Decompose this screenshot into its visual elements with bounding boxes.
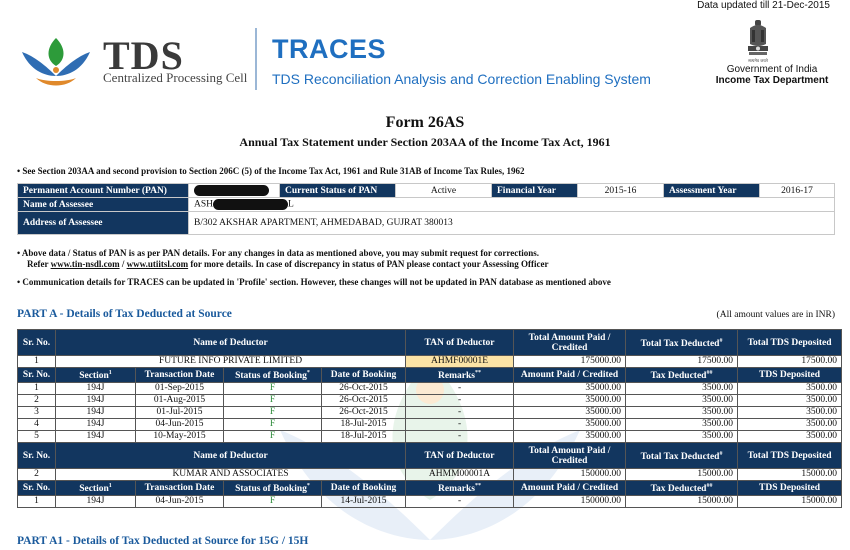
booking-status-header	[224, 481, 322, 496]
pan-data-note	[17, 248, 549, 270]
booking-date-header: Date of Booking	[322, 368, 406, 383]
txn-status: F	[224, 419, 322, 431]
txn-remarks: -	[406, 395, 514, 407]
txn-amount: 35000.00	[514, 395, 626, 407]
pan-label: Permanent Account Number (PAN)	[18, 184, 189, 198]
total-tax-header-footnote-mark: #	[719, 451, 723, 458]
txn-date: 04-Jun-2015	[136, 496, 224, 508]
section-header-text: Section	[79, 484, 109, 495]
txn-section: 194J	[56, 383, 136, 395]
deductor-summary-row	[18, 356, 842, 368]
transaction-header-row	[18, 368, 842, 383]
total-tax-header-text: Total Tax Deducted	[640, 339, 720, 350]
tds-header: TDS Deposited	[738, 481, 842, 496]
txn-section: 194J	[56, 395, 136, 407]
sr-no-header: Sr. No.	[18, 443, 56, 469]
transaction-row	[18, 395, 842, 407]
total-tax-header	[626, 443, 738, 469]
name-suffix: L	[288, 199, 294, 210]
total-tax-header-text: Total Tax Deducted	[640, 452, 720, 463]
deductor-summary-row	[18, 469, 842, 481]
booking-status-header-footnote-mark: *	[306, 370, 310, 376]
deductor-tan: AHMM00001A	[406, 469, 514, 481]
name-value	[189, 198, 835, 212]
form-title: Form 26AS	[385, 114, 465, 131]
txn-date-header: Transaction Date	[136, 368, 224, 383]
section-note: • See Section 203AA and second provision to Section 206C (5) of the Income Tax Act, 1961 and Rule 31AB of Income Tax Rules, 1962	[17, 166, 525, 176]
name-label: Name of Assessee	[18, 198, 189, 212]
tin-nsdl-link[interactable]: www.tin-nsdl.com	[50, 259, 120, 269]
deductor-name: FUTURE INFO PRIVATE LIMITED	[56, 356, 406, 368]
government-label	[702, 64, 842, 86]
total-paid-header: Total Amount Paid / Credited	[514, 330, 626, 356]
txn-status: F	[224, 395, 322, 407]
txn-booking-date: 18-Jul-2015	[322, 419, 406, 431]
txn-status: F	[224, 383, 322, 395]
part-a-title: PART A - Details of Tax Deducted at Source	[17, 308, 232, 320]
txn-status: F	[224, 407, 322, 419]
booking-date-header: Date of Booking	[322, 481, 406, 496]
total-paid-header: Total Amount Paid / Credited	[514, 443, 626, 469]
txn-date: 01-Jul-2015	[136, 407, 224, 419]
svg-text:सत्यमेव जयते: सत्यमेव जयते	[748, 58, 768, 63]
txn-section: 194J	[56, 407, 136, 419]
utiitsl-link[interactable]: www.utiitsl.com	[126, 259, 189, 269]
txn-remarks: -	[406, 383, 514, 395]
txn-remarks: -	[406, 496, 514, 508]
remarks-header	[406, 481, 514, 496]
txn-amount: 35000.00	[514, 383, 626, 395]
tax-header-footnote-mark: ##	[706, 483, 713, 490]
txn-sr: 3	[18, 407, 56, 419]
refer-tail: for more details. In case of discrepancy in status of PAN please contact your Assessing Officer	[188, 259, 549, 269]
tds-header: TDS Deposited	[738, 368, 842, 383]
national-emblem-icon	[742, 18, 774, 64]
address-row	[18, 212, 835, 235]
deductor-total-tds: 17500.00	[738, 356, 842, 368]
txn-tds: 15000.00	[738, 496, 842, 508]
txn-status: F	[224, 496, 322, 508]
part-a1-title: PART A1 - Details of Tax Deducted at Source for 15G / 15H	[17, 535, 309, 547]
section-header-footnote-mark: 1	[108, 483, 112, 490]
booking-status-header-footnote-mark: *	[306, 483, 310, 490]
txn-amount: 35000.00	[514, 419, 626, 431]
amount-header: Amount Paid / Credited	[514, 368, 626, 383]
department-line: Income Tax Department	[715, 75, 829, 86]
txn-amount: 35000.00	[514, 431, 626, 443]
tan-header: TAN of Deductor	[406, 443, 514, 469]
txn-booking-date: 26-Oct-2015	[322, 383, 406, 395]
txn-sr: 1	[18, 383, 56, 395]
txn-status: F	[224, 431, 322, 443]
deductor-name-header: Name of Deductor	[56, 330, 406, 356]
pan-status-value: Active	[396, 184, 492, 198]
txn-amount: 150000.00	[514, 496, 626, 508]
deductor-total-tds: 15000.00	[738, 469, 842, 481]
txn-tax: 3500.00	[626, 407, 738, 419]
amount-note: (All amount values are in INR)	[716, 310, 835, 320]
txn-tax: 15000.00	[626, 496, 738, 508]
total-tds-header: Total TDS Deposited	[738, 330, 842, 356]
pan-row	[18, 184, 835, 198]
section-header-footnote-mark: 1	[108, 370, 112, 376]
tds-logo-text: TDS	[103, 33, 184, 78]
pan-status-label: Current Status of PAN	[280, 184, 396, 198]
txn-sr: 2	[18, 395, 56, 407]
txn-sr: 1	[18, 496, 56, 508]
txn-tds: 3500.00	[738, 431, 842, 443]
assessee-details-table	[17, 183, 835, 235]
txn-sr-header: Sr. No.	[18, 368, 56, 383]
txn-tds: 3500.00	[738, 419, 842, 431]
remarks-header-text: Remarks	[438, 484, 475, 495]
txn-sr: 4	[18, 419, 56, 431]
section-header	[56, 368, 136, 383]
remarks-header-footnote-mark: **	[475, 370, 481, 376]
txn-booking-date: 26-Oct-2015	[322, 407, 406, 419]
pan-data-note-line2	[17, 259, 549, 270]
txn-tax: 3500.00	[626, 395, 738, 407]
transaction-row	[18, 419, 842, 431]
txn-date: 01-Sep-2015	[136, 383, 224, 395]
tax-header-text: Tax Deducted	[650, 371, 707, 382]
pan-value	[189, 184, 280, 198]
txn-tds: 3500.00	[738, 395, 842, 407]
txn-amount: 35000.00	[514, 407, 626, 419]
address-label: Address of Assessee	[18, 212, 189, 235]
fy-label: Financial Year	[492, 184, 578, 198]
deductor-total-tax: 15000.00	[626, 469, 738, 481]
remarks-header	[406, 368, 514, 383]
redacted-name	[213, 199, 288, 210]
txn-remarks: -	[406, 407, 514, 419]
deductor-sr: 1	[18, 356, 56, 368]
txn-date-header: Transaction Date	[136, 481, 224, 496]
txn-section: 194J	[56, 496, 136, 508]
refer-text: Refer	[27, 259, 51, 269]
txn-section: 194J	[56, 431, 136, 443]
deductor-total-paid: 150000.00	[514, 469, 626, 481]
link-separator: /	[119, 259, 127, 269]
transaction-row	[18, 407, 842, 419]
total-tax-header-footnote-mark: #	[719, 337, 723, 344]
amount-header: Amount Paid / Credited	[514, 481, 626, 496]
header-divider	[255, 28, 257, 90]
txn-sr-header: Sr. No.	[18, 481, 56, 496]
txn-remarks: -	[406, 431, 514, 443]
txn-date: 04-Jun-2015	[136, 419, 224, 431]
redacted-pan	[194, 185, 269, 196]
booking-status-header-text: Status of Booking	[235, 371, 307, 382]
name-row	[18, 198, 835, 212]
tax-header	[626, 368, 738, 383]
deductor-header-row	[18, 443, 842, 469]
transaction-row	[18, 383, 842, 395]
deductor-name: KUMAR AND ASSOCIATES	[56, 469, 406, 481]
tax-header-footnote-mark: ##	[706, 370, 713, 376]
deductor-sr: 2	[18, 469, 56, 481]
traces-title: TRACES	[272, 34, 387, 64]
pan-data-note-line1: • Above data / Status of PAN is as per PAN details. For any changes in data as mentioned above, you may submit request for corrections.	[17, 248, 539, 258]
transaction-row	[18, 431, 842, 443]
fy-value: 2015-16	[578, 184, 664, 198]
total-tax-header	[626, 330, 738, 356]
booking-status-header-text: Status of Booking	[235, 484, 307, 495]
government-line: Government of India	[726, 64, 818, 75]
remarks-header-footnote-mark: **	[475, 483, 481, 490]
tax-header-text: Tax Deducted	[650, 484, 707, 495]
txn-tds: 3500.00	[738, 407, 842, 419]
address-value: B/302 AKSHAR APARTMENT, AHMEDABAD, GUJRAT 380013	[189, 212, 835, 235]
form-subtitle: Annual Tax Statement under Section 203AA of the Income Tax Act, 1961	[239, 135, 611, 149]
txn-date: 10-May-2015	[136, 431, 224, 443]
txn-sr: 5	[18, 431, 56, 443]
tax-header	[626, 481, 738, 496]
section-header	[56, 481, 136, 496]
txn-booking-date: 14-Jul-2015	[322, 496, 406, 508]
transaction-row	[18, 496, 842, 508]
txn-date: 01-Aug-2015	[136, 395, 224, 407]
communication-note: • Communication details for TRACES can be updated in 'Profile' section. However, these changes will not be updated in PAN database as mentioned above	[17, 277, 611, 287]
sr-no-header: Sr. No.	[18, 330, 56, 356]
remarks-header-text: Remarks	[438, 371, 475, 382]
deductor-name-header: Name of Deductor	[56, 443, 406, 469]
deductor-total-paid: 175000.00	[514, 356, 626, 368]
tan-header: TAN of Deductor	[406, 330, 514, 356]
total-tds-header: Total TDS Deposited	[738, 443, 842, 469]
txn-tax: 3500.00	[626, 383, 738, 395]
tds-subtitle: Centralized Processing Cell	[103, 70, 248, 85]
part-a-table	[17, 329, 842, 508]
deductor-header-row	[18, 330, 842, 356]
ay-value: 2016-17	[760, 184, 835, 198]
txn-remarks: -	[406, 419, 514, 431]
section-header-text: Section	[79, 371, 109, 382]
deductor-tan: AHMF00001E	[406, 356, 514, 368]
tds-cpc-logo-icon	[16, 30, 96, 90]
ay-label: Assessment Year	[664, 184, 760, 198]
txn-tax: 3500.00	[626, 419, 738, 431]
booking-status-header	[224, 368, 322, 383]
name-prefix: ASH	[194, 199, 214, 210]
deductor-total-tax: 17500.00	[626, 356, 738, 368]
txn-tax: 3500.00	[626, 431, 738, 443]
traces-subtitle: TDS Reconciliation Analysis and Correction Enabling System	[272, 71, 651, 87]
txn-booking-date: 26-Oct-2015	[322, 395, 406, 407]
txn-tds: 3500.00	[738, 383, 842, 395]
data-updated-note: Data updated till 21-Dec-2015	[697, 0, 830, 11]
txn-section: 194J	[56, 419, 136, 431]
txn-booking-date: 18-Jul-2015	[322, 431, 406, 443]
transaction-header-row	[18, 481, 842, 496]
